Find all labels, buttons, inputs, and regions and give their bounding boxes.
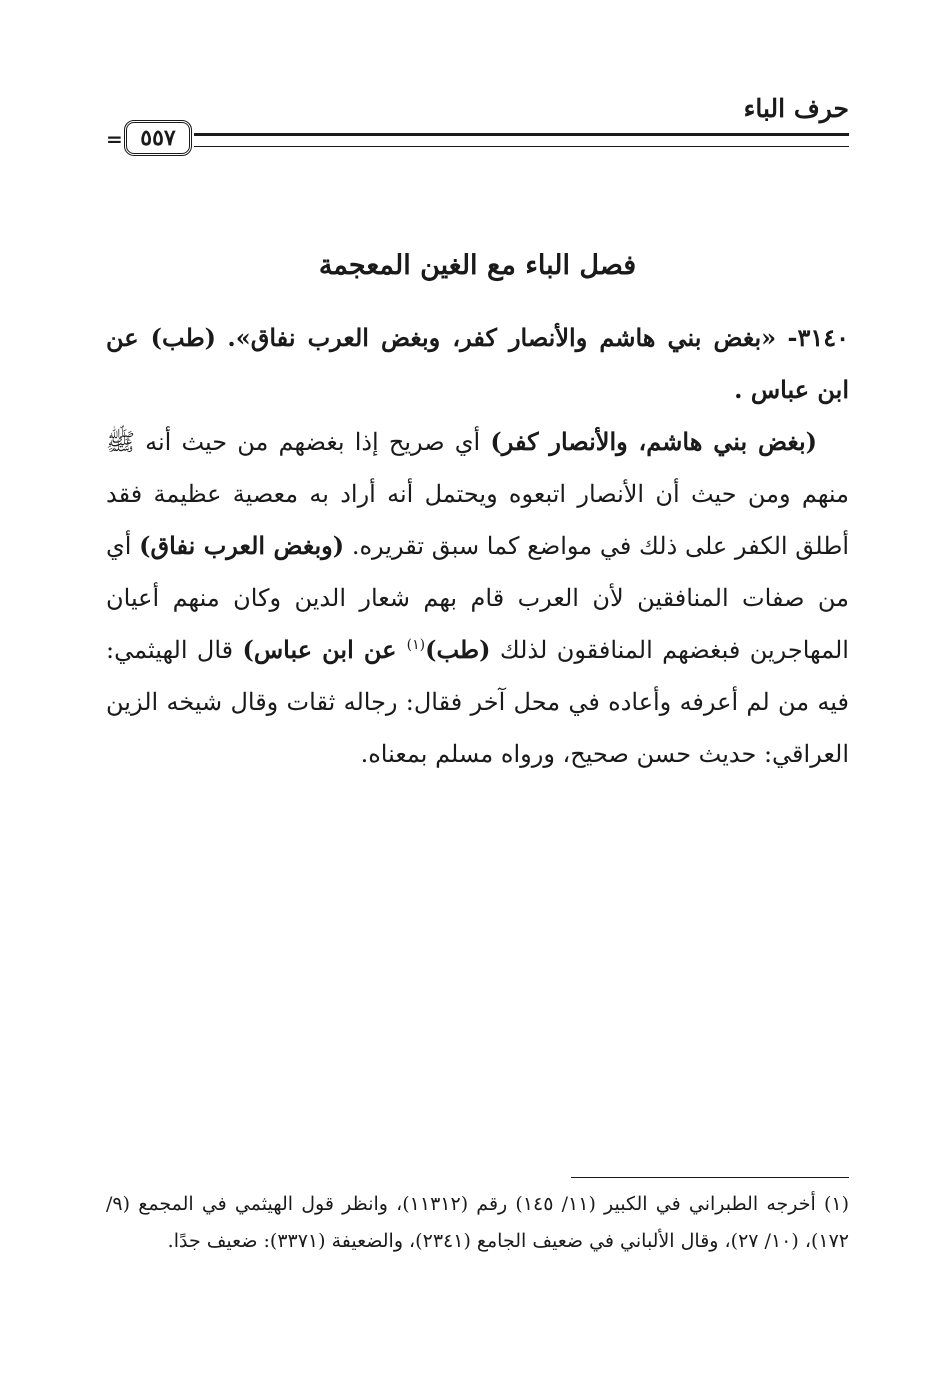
footnote-1: (١) أخرجه الطبراني في الكبير (١١/ ١٤٥) رقم (١١٣١٢)، وانظر قول الهيثمي في المجمع (٩/ ١٧٢)، (١٠/ ٢٧)، وقال الألباني في ضعيف الجامع (٢٣٤١)، والضعيفة (٣٣٧١): ضعيف جدًا. [106, 1193, 849, 1252]
commentary-paragraph [106, 416, 849, 780]
footnote [106, 1186, 849, 1260]
hadith-text: «بغض بني هاشم والأنصار كفر، وبغض العرب نفاق». [227, 323, 777, 352]
commentary-source-name: عن ابن عباس) [242, 635, 407, 664]
commentary-text-3: قال الهيثمي: فيه من لم أعرفه وأعاده في محل آخر فقال: رجاله ثقات وقال شيخه الزين العراقي: حديث حسن صحيح، ورواه مسلم بمعناه. [106, 636, 849, 768]
page-number: ٥٥٧ [124, 120, 192, 156]
hadith-source: (طب) عن ابن عباس . [106, 323, 849, 404]
header-double-line [194, 133, 849, 147]
commentary-text-2: أي من صفات المنافقين لأن العرب قام بهم شعار الدين وكان منهم أعيان المهاجرين فبغضهم المنافقون لذلك [106, 532, 849, 664]
commentary-quote-1: (بغض بني هاشم، والأنصار كفر) [490, 427, 817, 456]
main-text [106, 312, 849, 780]
commentary-source-abbr: (طب) [425, 635, 491, 664]
page-number-dash: = [106, 127, 123, 151]
commentary-text-1: أي صريح إذا بغضهم من حيث أنه ﷺ منهم ومن حيث أن الأنصار اتبعوه ويحتمل أنه أراد به معصية عظيمة فقد أطلق الكفر على ذلك في مواضع كما سبق تقريره. [106, 428, 849, 560]
commentary-quote-2: (وبغض العرب نفاق) [139, 531, 345, 560]
hadith-entry [106, 312, 849, 416]
footnote-separator [571, 1177, 849, 1178]
hadith-number: ٣١٤٠- [787, 323, 849, 352]
footnote-reference[interactable]: (١) [406, 637, 426, 653]
header-rule [106, 118, 849, 162]
section-title: فصل الباء مع الغين المعجمة [318, 250, 637, 281]
running-head-title: حرف الباء [743, 94, 849, 123]
